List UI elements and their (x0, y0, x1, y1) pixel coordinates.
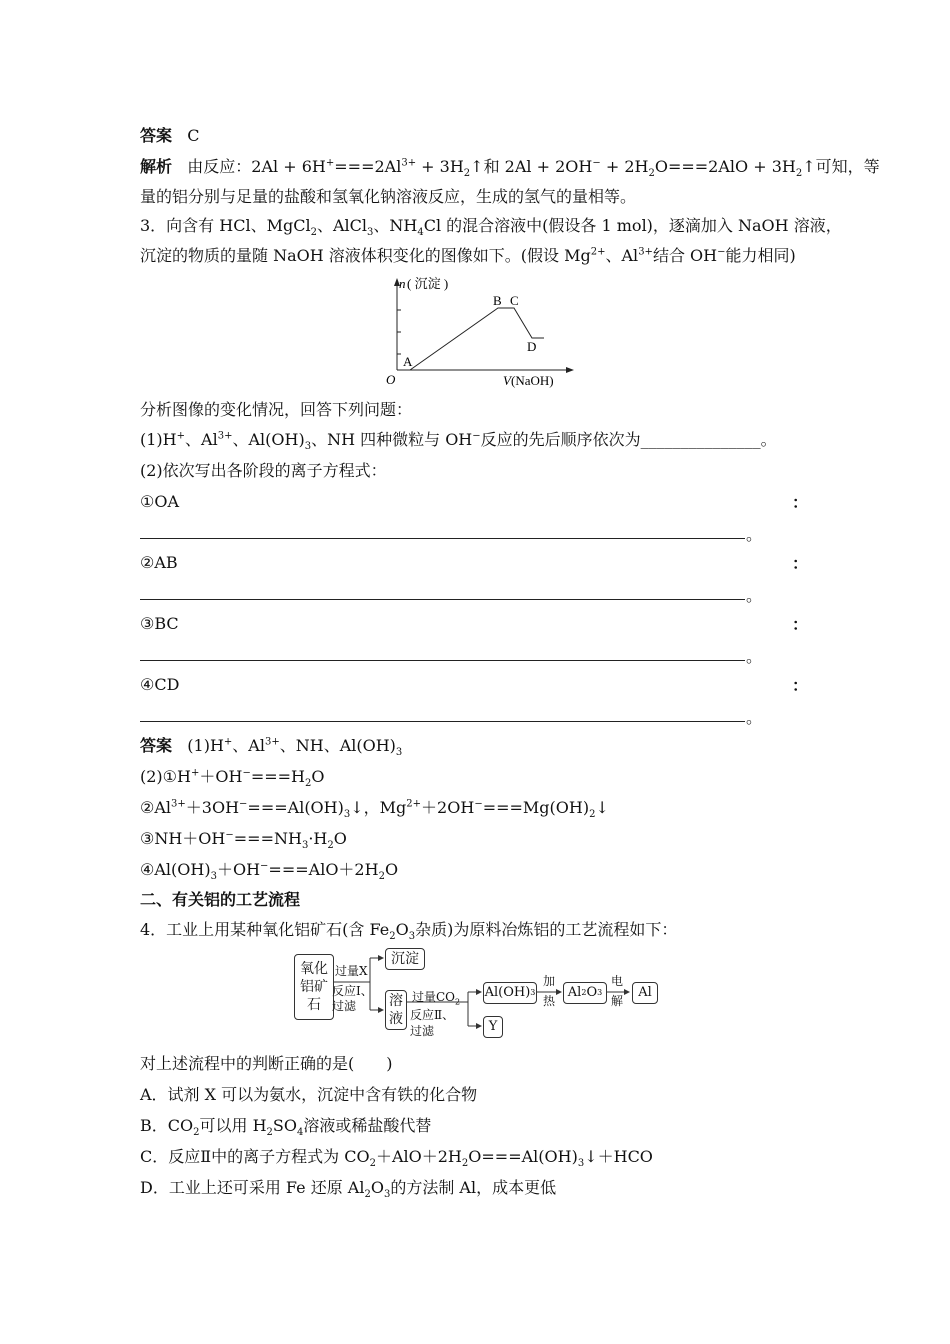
text: O (395, 920, 409, 939)
text: ＋OH (216, 860, 261, 879)
text: 、NH 四种微粒与 OH (311, 430, 473, 449)
colon: ： (792, 493, 809, 512)
answer-blank-bc[interactable] (140, 659, 745, 661)
text: ===2Al (334, 157, 402, 176)
sup: − (474, 798, 483, 810)
text: ＋OH (199, 767, 243, 786)
text: C．反应Ⅱ中的离子方程式为 CO (140, 1147, 370, 1166)
sub: 2 (463, 168, 471, 180)
sub: 2 (648, 168, 655, 180)
electrolysis-label-1: 电 (611, 974, 624, 988)
colon: ： (792, 676, 809, 695)
sup: 2+ (406, 798, 422, 810)
explanation-label: 解析 (140, 157, 173, 176)
text: ===Mg(OH) (482, 798, 590, 817)
precipitate-curve (410, 308, 544, 370)
sup: + (325, 157, 335, 169)
sub: 4 (297, 1127, 304, 1139)
sub: 2 (795, 168, 803, 180)
y-label-n: n (399, 276, 406, 291)
text: ↓ (595, 798, 609, 817)
sub: 3 (304, 441, 312, 453)
sub: 2 (193, 1127, 200, 1139)
sub: 2 (310, 227, 317, 239)
text: 能力相同) (725, 246, 796, 265)
aloh3-box: Al(OH) 3 (483, 982, 537, 1004)
text: 、Al(OH) (232, 430, 305, 449)
reaction-1-label: 反应Ⅰ、 (332, 984, 373, 998)
arrowhead (556, 989, 562, 995)
text: 、Al (232, 736, 265, 755)
sup: − (592, 157, 601, 169)
stage-bc-label: ③BC (140, 614, 179, 633)
text: 的方法制 Al，成本更低 (390, 1178, 557, 1197)
period: 。 (746, 647, 763, 666)
text: 反应的先后顺序依次为_______________。 (480, 430, 777, 449)
section-heading: 二、有关铝的工艺流程 (140, 890, 301, 909)
text: 杂质)为原料冶炼铝的工艺流程如下： (415, 920, 678, 939)
text: Cl 的混合溶液中(假设各 1 mol)，逐滴加入 NaOH 溶液， (423, 216, 842, 235)
arrowhead (476, 989, 482, 995)
stage-cd-label: ④CD (140, 675, 180, 694)
x-label-v: V (503, 373, 511, 388)
text: (2)①H (140, 767, 191, 786)
text: 结合 OH (652, 246, 718, 265)
text: 、AlCl (316, 216, 367, 235)
sub: 2 (364, 1189, 371, 1201)
text: 沉淀的物质的量随 NaOH 溶液体积变化的图像如下。(假设 Mg (140, 246, 591, 265)
point-a-label: A (403, 354, 413, 369)
sub: 2 (369, 1158, 376, 1170)
text: O (586, 985, 598, 1000)
precipitate-graph (380, 272, 580, 392)
text: ＋3OH (185, 798, 240, 817)
sup: + (223, 736, 233, 748)
q3-answer-line-4 (140, 827, 347, 851)
text: O (370, 1178, 384, 1197)
sub: 3 (210, 871, 217, 883)
text: O (333, 829, 347, 848)
q3-line-1 (140, 214, 842, 238)
sup: 3+ (401, 157, 417, 169)
sup: − (225, 829, 234, 841)
q3-line-2 (140, 244, 796, 268)
sub: 3 (577, 1158, 585, 1170)
period: 。 (746, 525, 763, 544)
co2-label (412, 990, 461, 1007)
y-box: Y (483, 1016, 503, 1038)
point-d-label: D (527, 339, 537, 354)
text: O===Al(OH) (468, 1147, 578, 1166)
precipitate-box: 沉淀 (385, 948, 425, 970)
ore-box: 氧化铝矿石 (294, 954, 334, 1020)
text: O (384, 860, 399, 879)
text: 由反应：2Al + 6H (187, 157, 326, 176)
q4-question: 对上述流程中的判断正确的是( ) (140, 1054, 393, 1073)
sub: 2 (305, 778, 312, 790)
reaction-2-label: 反应Ⅱ、 (410, 1008, 455, 1022)
arrowhead (378, 1007, 384, 1013)
text: ===H (250, 767, 305, 786)
x-label: (NaOH) (511, 373, 554, 388)
x-axis-arrow (566, 367, 574, 373)
solution-box: 溶液 (385, 990, 407, 1030)
text: 、Al (605, 246, 639, 265)
process-flow-diagram (290, 948, 670, 1040)
answer-value: C (187, 126, 200, 145)
option-d[interactable] (140, 1176, 556, 1200)
text: 、NH、Al(OH) (279, 736, 396, 755)
answer-label: 答案 (140, 736, 173, 755)
text: SO (272, 1116, 297, 1135)
text: ↓＋HCO (584, 1147, 653, 1166)
explanation-line-2: 量的铝分别与足量的盐酸和氢氧化钠溶液反应，生成的氢气的量相等。 (140, 187, 637, 206)
filter-2-label: 过滤 (410, 1024, 435, 1038)
sup: 3+ (171, 798, 186, 810)
text: ④Al(OH) (140, 860, 211, 879)
q3-answer-line-1 (140, 734, 402, 758)
sub: 3 (395, 747, 403, 759)
text: ＋2OH (421, 798, 475, 817)
explanation-line-1 (140, 155, 880, 179)
sub: 2 (455, 997, 461, 1007)
text: 、NH (373, 216, 418, 235)
sub: 2 (327, 840, 334, 852)
stage-ab-label: ②AB (140, 553, 178, 572)
text: ↓，Mg (350, 798, 407, 817)
q3-answer-line-5 (140, 858, 398, 882)
sub: 3 (383, 1189, 391, 1201)
sub: 2 (589, 809, 596, 821)
sub: 3 (343, 809, 351, 821)
colon: ： (792, 554, 809, 573)
answer-label: 答案 (140, 126, 173, 145)
sup: + (190, 767, 200, 779)
filter-1-label: 过滤 (332, 999, 357, 1013)
q3-part1 (140, 428, 777, 452)
stage-oa-label: ①OA (140, 492, 180, 511)
q3-answer-line-2 (140, 765, 325, 789)
text: ===NH (233, 829, 302, 848)
text: Al (567, 985, 582, 1000)
sub: 3 (367, 227, 374, 239)
electrolysis-label-2: 解 (611, 994, 624, 1008)
q3-intro: 分析图像的变化情况，回答下列问题： (140, 400, 413, 419)
period: 。 (746, 586, 763, 605)
text: ↑可知，等 (802, 157, 880, 176)
sup: + (176, 430, 186, 442)
sub: 2 (266, 1127, 273, 1139)
period: 。 (746, 708, 763, 727)
point-b-label: B (493, 293, 502, 308)
answer-blank-oa[interactable] (140, 537, 745, 539)
sub: 3 (408, 931, 416, 943)
al-box: Al (632, 982, 658, 1004)
sup: 2+ (590, 246, 606, 258)
sup: 3+ (264, 736, 280, 748)
option-b[interactable] (140, 1114, 431, 1138)
heat-label-1: 加 (543, 974, 556, 988)
sup: 3+ (638, 246, 653, 258)
sub: 3 (301, 840, 309, 852)
text: ＋AlO＋2H (375, 1147, 462, 1166)
text: Al(OH) (484, 985, 531, 1000)
q4-stem (140, 918, 677, 942)
sub: 4 (417, 227, 424, 239)
al2o3-box: Al 2 O 3 (563, 982, 607, 1004)
sup: 3+ (217, 430, 233, 442)
answer-blank-cd[interactable] (140, 720, 745, 722)
text: 溶液或稀盐酸代替 (303, 1116, 432, 1135)
text: ②Al (140, 798, 172, 817)
text: ===Al(OH) (247, 798, 344, 817)
sup: − (472, 430, 481, 442)
arrowhead (476, 1023, 482, 1029)
text: 、Al (185, 430, 218, 449)
text: 4．工业上用某种氧化铝矿石(含 Fe (140, 920, 390, 939)
text: ↑和 2Al + 2OH (470, 157, 593, 176)
text: (1)H (140, 430, 177, 449)
reagent-x-label: 过量X (335, 964, 368, 978)
text: (1)H (187, 736, 224, 755)
text: ③NH＋OH (140, 829, 226, 848)
point-c-label: C (510, 293, 519, 308)
q3-part2: (2)依次写出各阶段的离子方程式： (140, 461, 387, 480)
text: O (311, 767, 325, 786)
text: 过量CO (412, 990, 456, 1004)
y-label: ( 沉淀 ) (407, 276, 449, 291)
answer-line (140, 124, 200, 148)
sub: 2 (378, 871, 385, 883)
text: D．工业上还可采用 Fe 还原 Al (140, 1178, 365, 1197)
answer-blank-ab[interactable] (140, 598, 745, 600)
text: ·H (308, 829, 328, 848)
sub: 2 (461, 1158, 469, 1170)
sup: − (260, 860, 269, 872)
text: 可以用 H (199, 1116, 267, 1135)
sup: − (242, 767, 251, 779)
text: ===AlO＋2H (268, 860, 379, 879)
text: 3．向含有 HCl、MgCl (140, 216, 311, 235)
q3-answer-line-3 (140, 796, 609, 820)
heat-label-2: 热 (543, 994, 556, 1008)
sup: − (717, 246, 726, 258)
arrowhead (624, 989, 630, 995)
colon: ： (792, 615, 809, 634)
text: O===2AlO + 3H (654, 157, 796, 176)
sup: − (239, 798, 248, 810)
origin-label: O (386, 372, 396, 387)
text: B．CO (140, 1116, 194, 1135)
option-a[interactable]: A．试剂 X 可以为氨水，沉淀中含有铁的化合物 (140, 1085, 478, 1104)
text: + 2H (600, 157, 649, 176)
sub: 2 (389, 931, 396, 943)
text: + 3H (416, 157, 464, 176)
arrowhead (378, 955, 384, 961)
option-c[interactable] (140, 1145, 653, 1169)
